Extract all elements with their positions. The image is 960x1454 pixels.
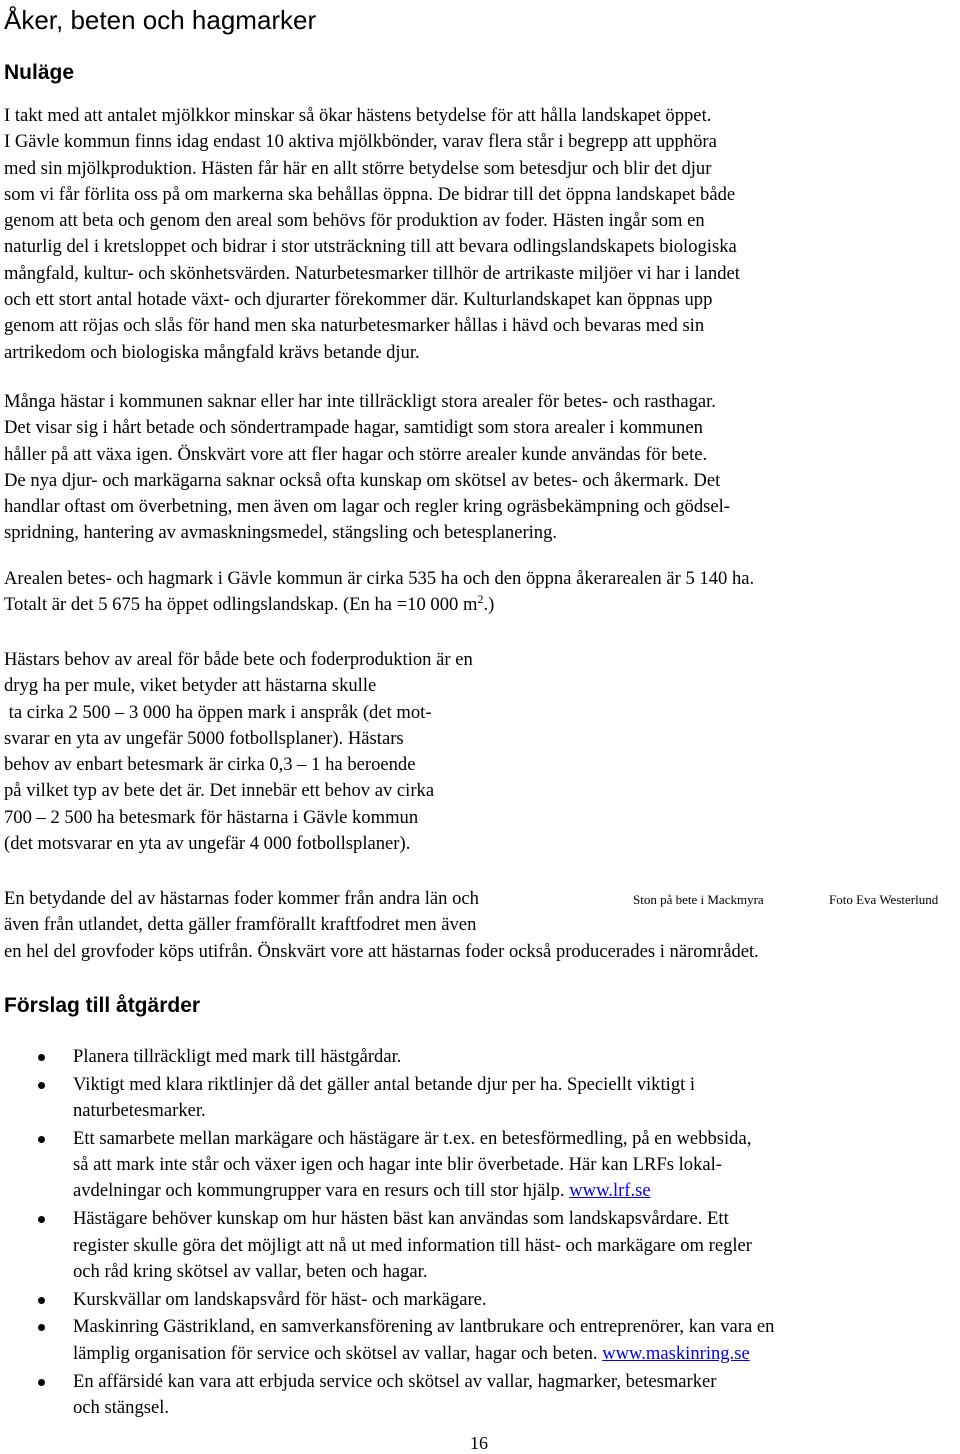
list-item-line: Ett samarbete mellan markägare och hästägare är t.ex. en betesförmedling, på en webbsida, <box>73 1127 752 1149</box>
paragraph-line: Det visar sig i hårt betade och söndertrampade hagar, samtidigt som stora arealer i kommunen <box>4 417 703 439</box>
area-total-end: .) <box>483 594 495 616</box>
photo-caption: Ston på bete i Mackmyra <box>633 892 764 907</box>
bullet-icon <box>38 1054 45 1061</box>
paragraph-line: I Gävle kommun finns idag endast 10 aktiva mjölkbönder, varav flera står i begrepp att upphöra <box>4 131 717 153</box>
paragraph-line: en hel del grovfoder köps utifrån. Önskvärt vore att hästarnas foder också producerades i närområdet. <box>4 940 759 962</box>
paragraph-line: genom att beta och genom den areal som behövs för produktion av foder. Hästen ingår som en <box>4 210 705 232</box>
section-heading-nulage: Nuläge <box>4 61 75 84</box>
page-title: Åker, beten och hagmarker <box>4 5 317 35</box>
paragraph-line: på vilket typ av bete det är. Det innebär ett behov av cirka <box>4 780 435 802</box>
list-item <box>0 1287 960 1313</box>
paragraph-2 <box>4 389 730 547</box>
area-total-text: Totalt är det 5 675 ha öppet odlingslandskap. (En ha =10 000 m <box>4 594 478 616</box>
list-item-line: så att mark inte står och växer igen och hagar inte blir överbetade. Här kan LRFs lokal- <box>73 1154 723 1176</box>
list-item-line: naturbetesmarker. <box>73 1100 206 1122</box>
paragraph-3 <box>4 566 754 619</box>
bullet-icon <box>38 1379 45 1386</box>
paragraph-line: Arealen betes- och hagmark i Gävle kommun är cirka 535 ha och den öppna åkerarealen är 5 140 ha. <box>4 568 755 589</box>
paragraph-line: mångfald, kultur- och skönhetsvärden. Naturbetesmarker tillhör de artrikaste miljöer vi har i landet <box>4 262 740 284</box>
bullet-icon <box>38 1216 45 1223</box>
action-list <box>0 1044 960 1423</box>
paragraph-line: och ett stort antal hotade växt- och djurarter förekommer där. Kulturlandskapet kan öppnas upp <box>4 289 713 311</box>
list-item-line: Maskinring Gästrikland, en samverkansförening av lantbrukare och entreprenörer, kan vara en <box>73 1316 775 1338</box>
bullet-icon <box>38 1324 45 1331</box>
paragraph-line: behov av enbart betesmark är cirka 0,3 – 1 ha beroende <box>4 754 416 776</box>
list-item <box>0 1206 960 1285</box>
paragraph-line: ta cirka 2 500 – 3 000 ha öppen mark i anspråk (det mot- <box>4 701 432 723</box>
paragraph-1 <box>4 103 740 366</box>
list-item <box>0 1369 960 1422</box>
list-item-line: register skulle göra det möjligt att nå ut med information till häst- och markägare om regler <box>73 1234 752 1256</box>
list-item <box>0 1044 960 1070</box>
paragraph-line: som vi får förlita oss på om markerna ska behållas öppna. De bidrar till det öppna landskapet både <box>4 183 736 205</box>
list-item-line: En affärsidé kan vara att erbjuda service och skötsel av vallar, hagmarker, betesmarker <box>73 1370 717 1392</box>
paragraph-line: med sin mjölkproduktion. Hästen får här en allt större betydelse som betesdjur och blir det djur <box>4 157 712 179</box>
photo-credit: Foto Eva Westerlund <box>829 892 939 907</box>
bullet-icon <box>38 1136 45 1143</box>
paragraph-line: Många hästar i kommunen saknar eller har inte tillräckligt stora arealer för betes- och rasthagar. <box>4 391 716 412</box>
list-item <box>0 1126 960 1205</box>
list-item <box>0 1314 960 1367</box>
paragraph-line: naturlig del i kretsloppet och bidrar i stor utsträckning till att bevara odlingslandskapets biologiska <box>4 236 737 258</box>
list-item-text: lämplig organisation för service och skötsel av vallar, hagar och beten. <box>73 1342 603 1364</box>
section-heading-forslag: Förslag till åtgärder <box>4 994 201 1017</box>
list-item <box>0 1072 960 1125</box>
paragraph-line: svarar en yta av ungefär 5000 fotbollsplaner). Hästars <box>4 727 404 749</box>
list-item-line: Planera tillräckligt med mark till hästgårdar. <box>73 1046 402 1067</box>
paragraph-line: genom att röjas och slås för hand men ska naturbetesmarker hållas i hävd och bevaras med sin <box>4 315 705 337</box>
list-item-line: och stängsel. <box>73 1396 170 1418</box>
paragraph-line: Hästars behov av areal för både bete och foderproduktion är en <box>4 649 473 670</box>
paragraph-line: artrikedom och biologiska mångfald krävs betande djur. <box>4 341 420 363</box>
bullet-icon <box>38 1082 45 1089</box>
paragraph-line: (det motsvarar en yta av ungefär 4 000 fotbollsplaner). <box>4 833 411 855</box>
list-item-line: och råd kring skötsel av vallar, beten och hagar. <box>73 1260 428 1282</box>
list-item-text: avdelningar och kommungrupper vara en resurs och till stor hjälp. <box>73 1180 570 1202</box>
paragraph-line: även från utlandet, detta gäller framförallt kraftfodret men även <box>4 914 477 936</box>
maskinring-link[interactable]: www.maskinring.se <box>602 1342 750 1364</box>
list-item-line: Kurskvällar om landskapsvård för häst- och markägare. <box>73 1288 487 1310</box>
paragraph-line: handlar oftast om överbetning, men även om lagar och regler kring ogräsbekämpning och gödsel- <box>4 496 730 518</box>
list-item-line <box>73 1341 960 1367</box>
paragraph-line: 700 – 2 500 ha betesmark för hästarna i Gävle kommun <box>4 806 419 828</box>
paragraph-line: De nya djur- och markägarna saknar också ofta kunskap om skötsel av betes- och åkermark. Det <box>4 469 721 491</box>
paragraph-line: En betydande del av hästarnas foder kommer från andra län och <box>4 888 479 909</box>
list-item-line: Viktigt med klara riktlinjer då det gäller antal betande djur per ha. Speciellt viktigt i <box>73 1073 696 1095</box>
paragraph-line: I takt med att antalet mjölkkor minskar så ökar hästens betydelse för att hålla landskapet öppet. <box>4 105 712 126</box>
paragraph-line: spridning, hantering av avmaskningsmedel, stängsling och betesplanering. <box>4 522 558 544</box>
paragraph-line: håller på att växa igen. Önskvärt vore att fler hagar och större arealer kunde användas för bete. <box>4 443 708 465</box>
superscript-2: 2 <box>477 592 484 607</box>
list-item-line: Hästägare behöver kunskap om hur hästen bäst kan användas som landskapsvårdare. Ett <box>73 1208 729 1230</box>
bullet-icon <box>38 1297 45 1304</box>
list-item-line <box>73 1178 960 1204</box>
page-number: 16 <box>470 1433 488 1453</box>
paragraph-line <box>4 592 754 618</box>
lrf-link[interactable]: www.lrf.se <box>569 1180 651 1202</box>
paragraph-line: dryg ha per mule, viket betyder att hästarna skulle <box>4 675 377 697</box>
paragraph-4 <box>4 647 473 857</box>
